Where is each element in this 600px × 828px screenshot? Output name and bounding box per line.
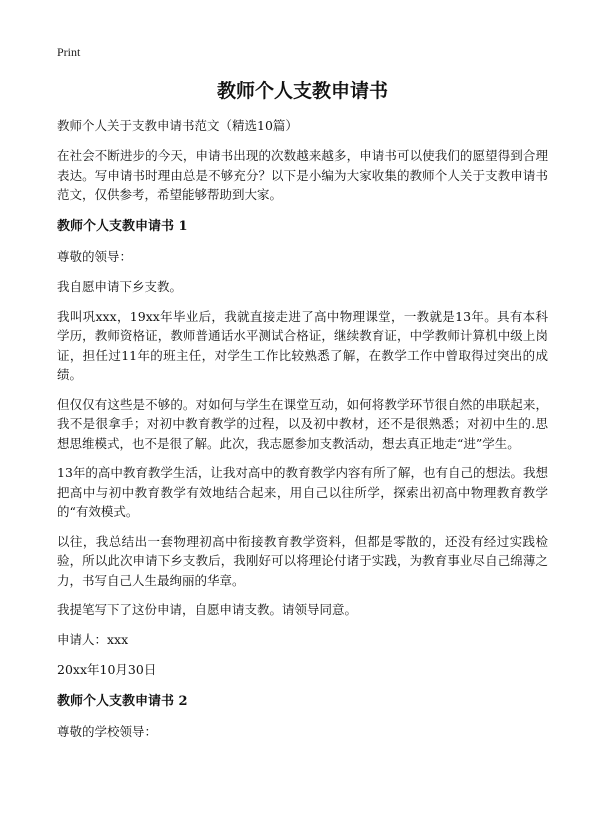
body-paragraph-2: 但仅仅有这些是不够的。对如何与学生在课堂互动，如何将教学环节很自然的串联起来，我不是很拿手；对初中教育教学的过程，以及初中教材，还不是很熟悉；对初中生的.思想思维模式，也不是很了解。此次，我志愿参加支教活动，想去真正地走“进”学生。 (57, 396, 548, 451)
body-paragraph-5: 我提笔写下了这份申请，自愿申请支教。请领导同意。 (57, 602, 358, 617)
body-paragraph-3: 13年的高中教育教学生活，让我对高中的教育教学内容有所了解，也有自己的想法。我想把高中与初中教育教学有效地结合起来，用自己以往所学，探索出初高中物理教育教学的“有效模式。 (57, 465, 548, 519)
document-subtitle: 教师个人关于支教申请书范文（精选10篇） (57, 118, 298, 133)
section-heading-2: 教师个人支教申请书 2 (57, 694, 188, 709)
page-title: 教师个人支教申请书 (216, 80, 388, 102)
body-paragraph-1: 我叫巩xxx，19xx年毕业后，我就直接走进了高中物理课堂，一教就是13年。具有本科学历，教师资格证，教师普通话水平测试合格证，继续教育证，中学教师计算机中级上岗证，担任过11年的班主任，对学生工作比较熟悉了解，在教学工作中曾取得过突出的成绩。 (57, 308, 548, 382)
opening-line-1: 我自愿申请下乡支教。 (57, 278, 183, 294)
body-paragraph-4: 以往，我总结出一套物理初高中衔接教育教学资料，但都是零散的，还没有经过实践检验，所以此次申请下乡支教后，我刚好可以将理论付诸于实践，为教育事业尽自己绵薄之力，书写自己人生最绚丽的华章。 (57, 533, 548, 588)
applicant-line: 申请人：xxx (57, 632, 129, 647)
print-link[interactable]: Print (57, 45, 81, 59)
intro-paragraph: 在社会不断进步的今天，申请书出现的次数越来越多，申请书可以使我们的愿望得到合理表达。写申请书时理由总是不够充分？以下是小编为大家收集的教师个人关于支教申请书范文，仅供参考，希望能够帮助到大家。 (57, 148, 548, 202)
salutation-2: 尊敬的学校领导： (57, 724, 158, 739)
section-heading-1: 教师个人支教申请书 1 (57, 218, 188, 234)
salutation-1: 尊敬的领导： (57, 248, 133, 264)
date-line: 20xx年10月30日 (57, 662, 157, 677)
